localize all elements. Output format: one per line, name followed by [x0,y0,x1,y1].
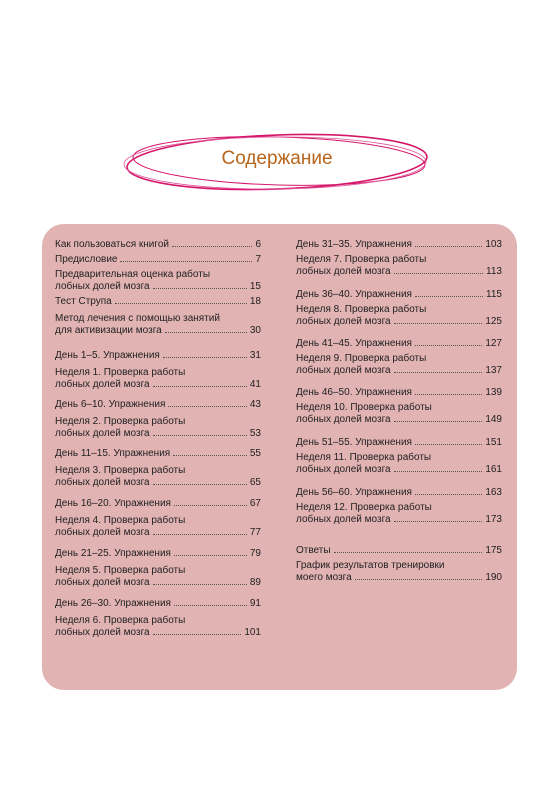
toc-page-number: 53 [249,428,261,439]
dot-leader [115,303,247,304]
dot-leader [153,484,247,485]
toc-page-number: 125 [485,316,502,327]
toc-page-number: 139 [485,387,502,398]
toc-page-number: 137 [485,365,502,376]
toc-entry[interactable] [296,560,502,584]
toc-entry[interactable] [55,296,261,308]
toc-entry-label: Неделя 5. Проверка работы [55,565,186,576]
toc-entry[interactable] [296,304,502,328]
toc-entry-label: лобных долей мозга [55,379,150,390]
toc-entry-label: День 31–35. Упражнения [296,239,412,250]
toc-entry-label: Неделя 3. Проверка работы [55,465,186,476]
dot-leader [163,357,247,358]
toc-entry-label: День 36–40. Упражнения [296,289,412,300]
dot-leader [168,406,246,407]
toc-entry-label: лобных долей мозга [55,577,150,588]
toc-entry[interactable] [55,565,261,589]
toc-entry-label: Ответы [296,545,331,556]
toc-page-number: 89 [249,577,261,588]
toc-entry[interactable] [296,437,502,449]
page-title: Содержание [221,148,333,169]
dot-leader [355,579,483,580]
toc-entry-label: День 41–45. Упражнения [296,338,412,349]
toc-page-number: 161 [485,464,502,475]
toc-entry-label: Неделя 2. Проверка работы [55,416,186,427]
toc-entry[interactable] [55,515,261,539]
dot-leader [120,261,252,262]
toc-page-number: 127 [485,338,502,349]
toc-page-number: 173 [485,514,502,525]
dot-leader [153,534,247,535]
toc-entry[interactable] [296,387,502,399]
toc-page-number: 175 [485,545,502,556]
toc-entry[interactable] [296,353,502,377]
toc-entry-label: День 1–5. Упражнения [55,350,160,361]
toc-page-number: 190 [485,572,502,583]
toc-entry-label: Неделя 8. Проверка работы [296,304,427,315]
toc-entry[interactable] [55,254,261,266]
toc-page-number: 30 [249,325,261,336]
toc-page-number: 7 [255,254,261,265]
toc-entry[interactable] [296,254,502,278]
dot-leader [165,332,247,333]
toc-page-number: 101 [244,627,261,638]
toc-entry-label: лобных долей мозга [296,266,391,277]
toc-entry-label: лобных долей мозга [55,527,150,538]
toc-entry-label: Предисловие [55,254,118,265]
toc-entry-label: лобных долей мозга [55,477,150,488]
dot-leader [415,394,482,395]
dot-leader [173,455,247,456]
toc-page-number: 31 [249,350,261,361]
toc-entry-label: для активизации мозга [55,325,162,336]
dot-leader [174,505,247,506]
toc-page-number: 163 [485,487,502,498]
toc-entry-label: лобных долей мозга [55,627,150,638]
dot-leader [415,246,482,247]
toc-entry[interactable] [55,498,261,510]
toc-entry[interactable] [55,448,261,460]
toc-entry[interactable] [55,239,261,251]
toc-entry[interactable] [55,350,261,362]
toc-entry-label: лобных долей мозга [296,414,391,425]
toc-page-number: 115 [486,289,502,300]
toc-entry[interactable] [296,502,502,526]
toc-entry[interactable] [296,289,502,301]
toc-entry-label: Неделя 6. Проверка работы [55,615,186,626]
toc-page-number: 149 [485,414,502,425]
toc-entry[interactable] [296,338,502,350]
toc-page-number: 77 [249,527,261,538]
toc-entry[interactable] [296,452,502,476]
toc-entry-label: Неделя 4. Проверка работы [55,515,186,526]
toc-entry-label: График результатов тренировки [296,560,445,571]
toc-entry-label: лобных долей мозга [296,365,391,376]
toc-page-number: 103 [485,239,502,250]
toc-entry[interactable] [55,465,261,489]
toc-page-number: 15 [249,281,261,292]
dot-leader [394,521,483,522]
toc-entry-label: Тест Струпа [55,296,112,307]
toc-page-number: 91 [249,598,261,609]
dot-leader [415,444,482,445]
toc-page-number: 65 [249,477,261,488]
toc-page-number: 43 [249,399,261,410]
toc-entry-label: лобных долей мозга [55,428,150,439]
toc-entry[interactable] [296,545,502,557]
toc-page-number: 41 [249,379,261,390]
dot-leader [415,296,483,297]
dot-leader [394,372,483,373]
toc-page-number: 67 [249,498,261,509]
toc-entry-label: День 51–55. Упражнения [296,437,412,448]
dot-leader [172,246,252,247]
toc-entry[interactable] [296,487,502,499]
toc-entry-label: Предварительная оценка работы [55,269,211,280]
dot-leader [394,323,483,324]
toc-entry[interactable] [55,399,261,411]
toc-entry[interactable] [55,548,261,560]
toc-page-number: 18 [249,296,261,307]
toc-entry[interactable] [55,416,261,440]
toc-entry-label: Неделя 1. Проверка работы [55,367,186,378]
toc-entry-label: лобных долей мозга [296,464,391,475]
toc-entry-label: Как пользоваться книгой [55,239,169,250]
dot-leader [153,584,247,585]
dot-leader [334,552,483,553]
dot-leader [415,345,482,346]
toc-entry-label: День 46–50. Упражнения [296,387,412,398]
toc-entry-label: Неделя 11. Проверка работы [296,452,432,463]
toc-entry-label: лобных долей мозга [296,316,391,327]
toc-page-number: 151 [485,437,502,448]
toc-page-number: 113 [486,266,502,277]
toc-entry[interactable] [55,313,261,337]
toc-entry-label: День 6–10. Упражнения [55,399,166,410]
dot-leader [153,288,247,289]
toc-page-number: 55 [249,448,261,459]
toc-entry[interactable] [55,367,261,391]
toc-page-number: 6 [255,239,261,250]
toc-entry-label: Метод лечения с помощью занятий [55,313,220,324]
toc-entry-label: Неделя 10. Проверка работы [296,402,432,413]
dot-leader [394,273,483,274]
toc-page-number: 79 [249,548,261,559]
toc-entry-label: День 11–15. Упражнения [55,448,171,459]
dot-leader [153,435,247,436]
toc-entry[interactable] [55,269,261,293]
toc-entry[interactable] [55,598,261,610]
toc-entry-label: лобных долей мозга [296,514,391,525]
toc-entry-label: Неделя 12. Проверка работы [296,502,432,513]
dot-leader [394,421,483,422]
toc-entry-label: лобных долей мозга [55,281,150,292]
toc-entry[interactable] [55,615,261,639]
toc-entry-label: Неделя 7. Проверка работы [296,254,427,265]
toc-entry-label: День 16–20. Упражнения [55,498,171,509]
dot-leader [415,494,482,495]
dot-leader [394,471,483,472]
toc-entry-label: моего мозга [296,572,352,583]
title-banner [122,128,432,196]
dot-leader [153,634,242,635]
dot-leader [174,555,247,556]
toc-entry-label: Неделя 9. Проверка работы [296,353,427,364]
toc-entry-label: День 26–30. Упражнения [55,598,171,609]
dot-leader [174,605,247,606]
dot-leader [153,386,247,387]
toc-entry-label: День 56–60. Упражнения [296,487,412,498]
toc-entry[interactable] [296,402,502,426]
toc-entry-label: День 21–25. Упражнения [55,548,171,559]
toc-entry[interactable] [296,239,502,251]
